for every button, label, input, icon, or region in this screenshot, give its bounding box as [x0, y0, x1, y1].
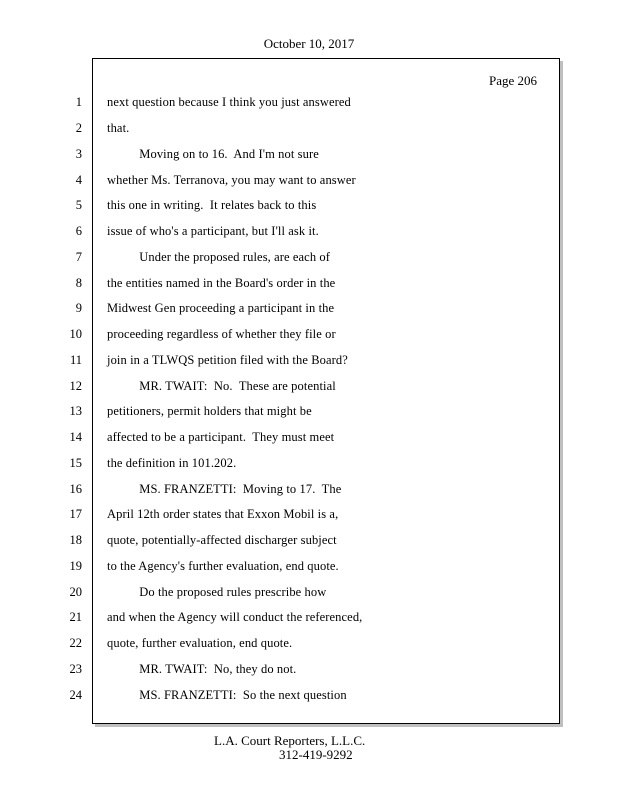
line-number: 9 [75, 301, 82, 315]
line-text: quote, potentially-affected discharger subject [107, 533, 337, 547]
line-text: MR. TWAIT: No, they do not. [107, 662, 297, 676]
line-number: 5 [75, 198, 82, 212]
line-text: MR. TWAIT: No. These are potential [107, 379, 336, 393]
line-text: Midwest Gen proceeding a participant in the [107, 301, 335, 315]
line-text: and when the Agency will conduct the referenced, [107, 610, 363, 624]
line-number: 6 [75, 224, 82, 238]
line-text: whether Ms. Terranova, you may want to answer [107, 173, 356, 187]
line-number: 16 [69, 482, 82, 496]
line-text: this one in writing. It relates back to this [107, 198, 317, 212]
line-number: 7 [75, 250, 82, 264]
line-number: 21 [69, 610, 82, 624]
line-text: April 12th order states that Exxon Mobil is a, [107, 507, 339, 521]
line-text: MS. FRANZETTI: So the next question [107, 688, 347, 702]
line-number: 2 [75, 121, 82, 135]
line-number: 13 [69, 404, 82, 418]
line-number: 18 [69, 533, 82, 547]
line-number: 19 [69, 559, 82, 573]
line-text: issue of who's a participant, but I'll ask it. [107, 224, 319, 238]
line-number: 14 [69, 430, 82, 444]
line-number: 1 [75, 95, 82, 109]
page-number: Page 206 [488, 73, 537, 88]
line-number: 10 [69, 327, 82, 341]
court-reporter-phone: 312-419-9292 [279, 747, 353, 762]
line-number: 15 [69, 456, 82, 470]
line-text: join in a TLWQS petition filed with the Board? [107, 353, 348, 367]
line-text: proceeding regardless of whether they file or [107, 327, 336, 341]
court-reporter-name: L.A. Court Reporters, L.L.C. [214, 733, 366, 748]
line-text: petitioners, permit holders that might be [107, 404, 312, 418]
line-number: 8 [75, 276, 82, 290]
line-text: next question because I think you just answered [107, 95, 351, 109]
line-text: the entities named in the Board's order in the [107, 276, 336, 290]
line-number: 4 [75, 173, 82, 187]
line-text: that. [107, 121, 130, 135]
transcript-date: October 10, 2017 [263, 36, 355, 51]
line-number: 20 [69, 585, 82, 599]
line-number: 17 [69, 507, 82, 521]
line-text: to the Agency's further evaluation, end quote. [107, 559, 339, 573]
line-text: Do the proposed rules prescribe how [107, 585, 327, 599]
line-text: the definition in 101.202. [107, 456, 237, 470]
line-number: 11 [69, 353, 82, 367]
line-text: quote, further evaluation, end quote. [107, 636, 293, 650]
line-number: 12 [69, 379, 82, 393]
line-text: MS. FRANZETTI: Moving to 17. The [107, 482, 342, 496]
line-number: 23 [69, 662, 82, 676]
line-text: affected to be a participant. They must meet [107, 430, 335, 444]
line-number: 22 [69, 636, 82, 650]
line-number: 3 [75, 147, 82, 161]
line-number: 24 [69, 688, 82, 702]
line-text: Under the proposed rules, are each of [107, 250, 331, 264]
line-text: Moving on to 16. And I'm not sure [107, 147, 319, 161]
